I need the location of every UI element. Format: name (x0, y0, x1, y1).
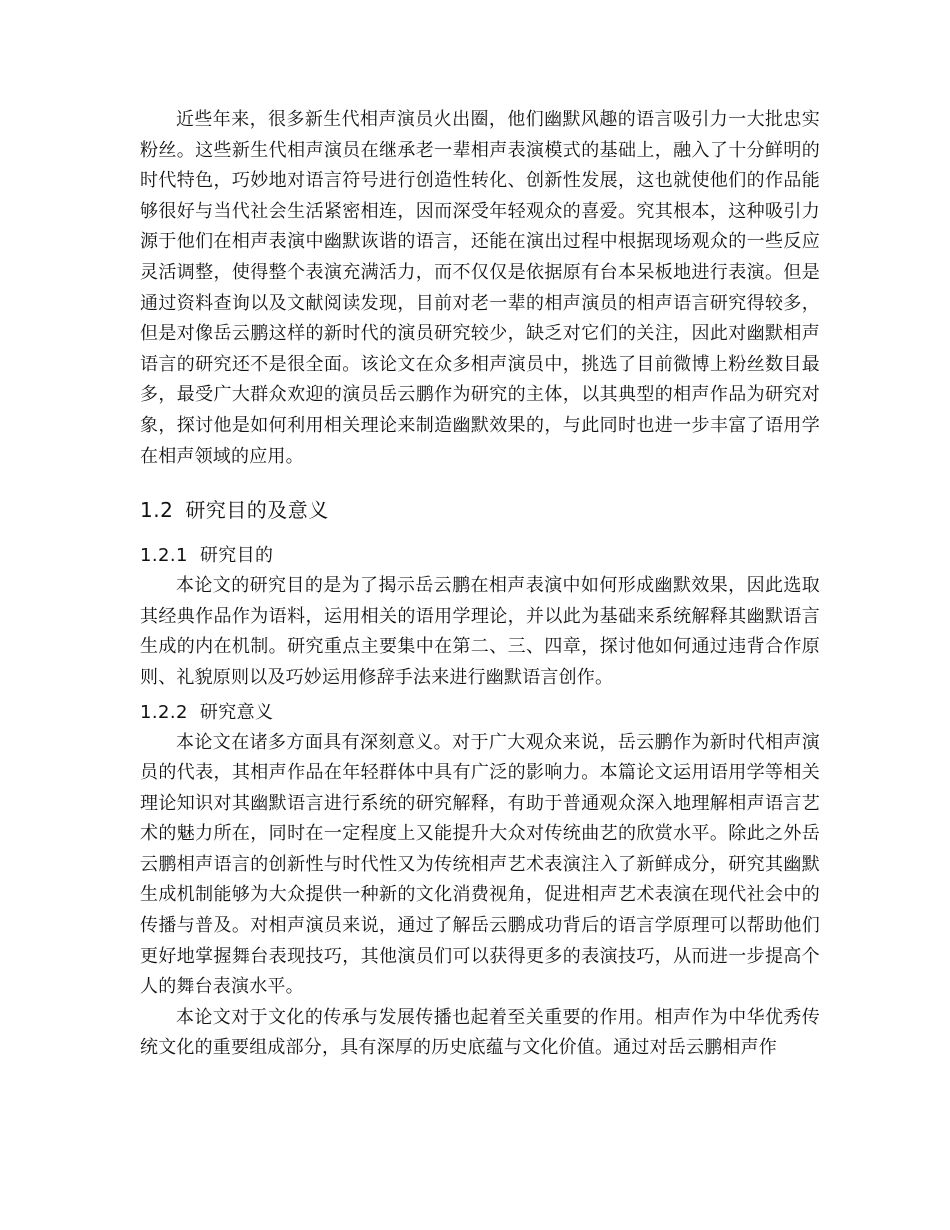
subsection-number: 1.2.2 (140, 701, 188, 723)
document-body (140, 105, 820, 1064)
research-significance-paragraph-2: 本论文对于文化的传承与发展传播也起着至关重要的作用。相声作为中华优秀传统文化的重要组成部分，具有深厚的历史底蕴与文化价值。通过对岳云鹏相声作 (140, 1006, 820, 1059)
subsection-number: 1.2.1 (140, 545, 188, 567)
subsection-title: 研究目的 (199, 545, 274, 567)
section-heading-1-2 (140, 493, 820, 527)
section-number: 1.2 (140, 498, 174, 523)
research-purpose-paragraph: 本论文的研究目的是为了揭示岳云鹏在相声表演中如何形成幽默效果，因此选取其经典作品作为语料，运用相关的语用学理论，并以此为基础来系统解释其幽默语言生成的内在机制。研究重点主要集中在第二、三、四章，探讨他如何通过违背合作原则、礼貌原则以及巧妙运用修辞手法来进行幽默语言创作。 (140, 575, 820, 688)
subsection-heading-1-2-1 (140, 541, 820, 571)
section-title: 研究目的及意义 (185, 498, 329, 523)
subsection-heading-1-2-2 (140, 698, 820, 728)
subsection-title: 研究意义 (199, 701, 274, 723)
intro-paragraph: 近些年来，很多新生代相声演员火出圈，他们幽默风趣的语言吸引力一大批忠实粉丝。这些新生代相声演员在继承老一辈相声表演模式的基础上，融入了十分鲜明的时代特色，巧妙地对语言符号进行创造性转化、创新性发展，这也就使他们的作品能够很好与当代社会生活紧密相连，因而深受年轻观众的喜爱。究其根本，这种吸引力源于他们在相声表演中幽默诙谐的语言，还能在演出过程中根据现场观众的一些反应灵活调整，使得整个表演充满活力，而不仅仅是依据原有台本呆板地进行表演。但是通过资料查询以及文献阅读发现，目前对老一辈的相声演员的相声语言研究得较多，但是对像岳云鹏这样的新时代的演员研究较少，缺乏对它们的关注，因此对幽默相声语言的研究还不是很全面。该论文在众多相声演员中，挑选了目前微博上粉丝数目最多，最受广大群众欢迎的演员岳云鹏作为研究的主体，以其典型的相声作品为研究对象，探讨他是如何利用相关理论来制造幽默效果的，与此同时也进一步丰富了语用学在相声领域的应用。 (140, 109, 820, 467)
research-significance-paragraph-1: 本论文在诸多方面具有深刻意义。对于广大观众来说，岳云鹏作为新时代相声演员的代表，其相声作品在年轻群体中具有广泛的影响力。本篇论文运用语用学等相关理论知识对其幽默语言进行系统的研究解释，有助于普通观众深入地理解相声语言艺术的魅力所在，同时在一定程度上又能提升大众对传统曲艺的欣赏水平。除此之外岳云鹏相声语言的创新性与时代性又为传统相声艺术表演注入了新鲜成分，研究其幽默生成机制能够为大众提供一种新的文化消费视角，促进相声艺术表演在现代社会中的传播与普及。对相声演员来说，通过了解岳云鹏成功背后的语言学原理可以帮助他们更好地掌握舞台表现技巧，其他演员们可以获得更多的表演技巧，从而进一步提高个人的舞台表演水平。 (140, 731, 820, 998)
